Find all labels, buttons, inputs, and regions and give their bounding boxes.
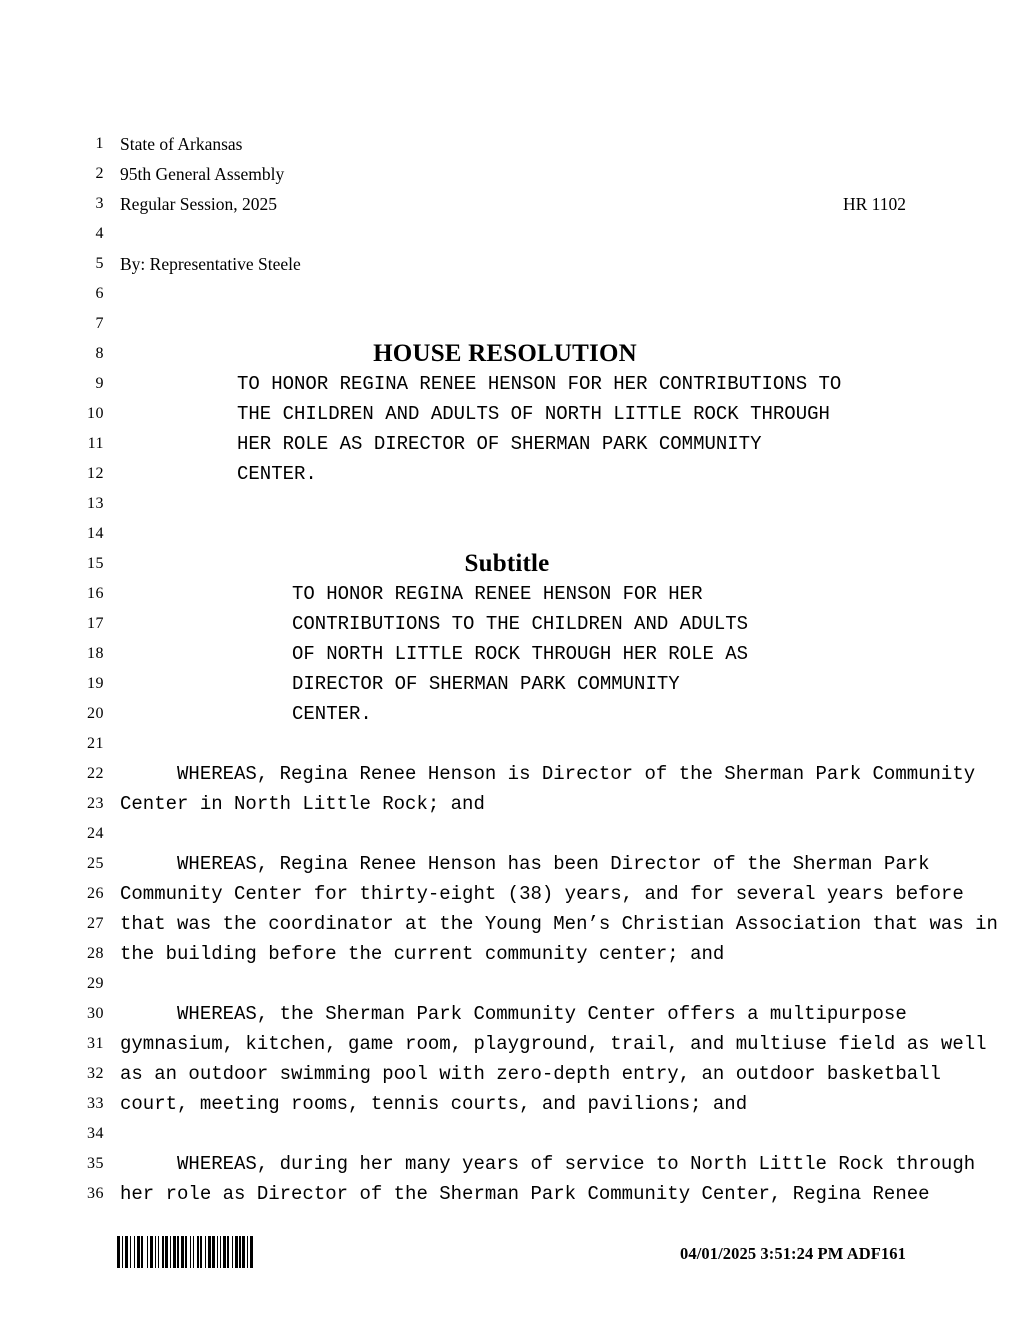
line-number: 6 — [95, 285, 104, 302]
body-line: her role as Director of the Sherman Park Community Center, Regina Renee — [120, 1183, 930, 1205]
line-number: 13 — [87, 495, 104, 512]
body-line — [0, 1119, 1024, 1149]
title-line: CENTER. — [237, 463, 317, 485]
line-number: 30 — [87, 1005, 104, 1022]
line-number: 35 — [87, 1155, 104, 1172]
line-number: 23 — [87, 795, 104, 812]
blank-line — [0, 219, 1024, 249]
body-line: Center in North Little Rock; and — [120, 793, 485, 815]
barcode-bar — [253, 1236, 254, 1268]
body-line: WHEREAS, Regina Renee Henson is Director of the Sherman Park Community — [120, 763, 976, 785]
footer-timestamp: 04/01/2025 3:51:24 PM ADF161 — [680, 1244, 906, 1263]
body-line: as an outdoor swimming pool with zero-depth entry, an outdoor basketball — [120, 1063, 941, 1085]
body-line: Community Center for thirty-eight (38) years, and for several years before — [120, 883, 964, 905]
line-number: 5 — [95, 255, 104, 272]
resolution-heading: HOUSE RESOLUTION — [373, 340, 637, 367]
line-number: 28 — [87, 945, 104, 962]
blank-line — [0, 489, 1024, 519]
line-number: 27 — [87, 915, 104, 932]
line-number: 22 — [87, 765, 104, 782]
body-line: WHEREAS, Regina Renee Henson has been Director of the Sherman Park — [120, 853, 930, 875]
line-number: 18 — [87, 645, 104, 662]
title-line: TO HONOR REGINA RENEE HENSON FOR HER CONTRIBUTIONS TO — [237, 373, 842, 395]
subtitle-heading: Subtitle — [464, 550, 550, 577]
line-number: 2 — [95, 165, 104, 182]
body-line: the building before the current community center; and — [120, 943, 725, 965]
body-line: that was the coordinator at the Young Men’s Christian Association that was in — [120, 913, 998, 935]
line-number: 1 — [95, 135, 104, 152]
body-line: WHEREAS, during her many years of service to North Little Rock through — [120, 1153, 976, 1175]
body-line — [0, 969, 1024, 999]
session-text: Regular Session, 2025 — [120, 194, 278, 214]
line-number: 36 — [87, 1185, 104, 1202]
line-number: 31 — [87, 1035, 104, 1052]
subtitle-line: DIRECTOR OF SHERMAN PARK COMMUNITY — [292, 673, 680, 695]
blank-line — [0, 729, 1024, 759]
bill-number: HR 1102 — [842, 194, 906, 214]
body-line: WHEREAS, the Sherman Park Community Center offers a multipurpose — [120, 1003, 907, 1025]
header-line-session — [0, 189, 1024, 219]
line-number: 21 — [87, 735, 104, 752]
title-line: THE CHILDREN AND ADULTS OF NORTH LITTLE ROCK THROUGH — [237, 403, 830, 425]
line-number: 34 — [87, 1125, 104, 1142]
line-number: 7 — [95, 315, 104, 332]
line-number: 24 — [87, 825, 104, 842]
line-number: 14 — [87, 525, 104, 542]
blank-line — [0, 309, 1024, 339]
blank-line — [0, 279, 1024, 309]
line-number: 25 — [87, 855, 104, 872]
subtitle-line: CENTER. — [292, 703, 372, 725]
line-number: 10 — [87, 405, 104, 422]
document-text — [0, 129, 1024, 1209]
line-number: 33 — [87, 1095, 104, 1112]
sponsor-line: By: Representative Steele — [120, 254, 301, 274]
line-number: 3 — [95, 195, 104, 212]
line-number: 12 — [87, 465, 104, 482]
line-number: 16 — [87, 585, 104, 602]
line-number: 11 — [87, 435, 104, 452]
header-line-state: State of Arkansas — [120, 134, 243, 154]
body-line: gymnasium, kitchen, game room, playground, trail, and multiuse field as well — [120, 1033, 987, 1055]
line-number: 19 — [87, 675, 104, 692]
title-line: HER ROLE AS DIRECTOR OF SHERMAN PARK COMMUNITY — [237, 433, 762, 455]
subtitle-line: CONTRIBUTIONS TO THE CHILDREN AND ADULTS — [292, 613, 749, 635]
line-number: 8 — [95, 345, 104, 362]
line-number: 15 — [87, 555, 104, 572]
blank-line — [0, 519, 1024, 549]
page-footer — [0, 1232, 1024, 1292]
line-number: 4 — [95, 225, 104, 242]
line-number: 9 — [95, 375, 104, 392]
subtitle-line: TO HONOR REGINA RENEE HENSON FOR HER — [292, 583, 703, 605]
body-line — [0, 819, 1024, 849]
line-number: 32 — [87, 1065, 104, 1082]
line-number: 17 — [87, 615, 104, 632]
body-line: court, meeting rooms, tennis courts, and pavilions; and — [120, 1093, 748, 1115]
document-barcode — [117, 1236, 254, 1268]
subtitle-line: OF NORTH LITTLE ROCK THROUGH HER ROLE AS — [292, 643, 749, 665]
line-number: 20 — [87, 705, 104, 722]
line-number: 29 — [87, 975, 104, 992]
line-number: 26 — [87, 885, 104, 902]
header-line-assembly: 95th General Assembly — [120, 164, 285, 184]
